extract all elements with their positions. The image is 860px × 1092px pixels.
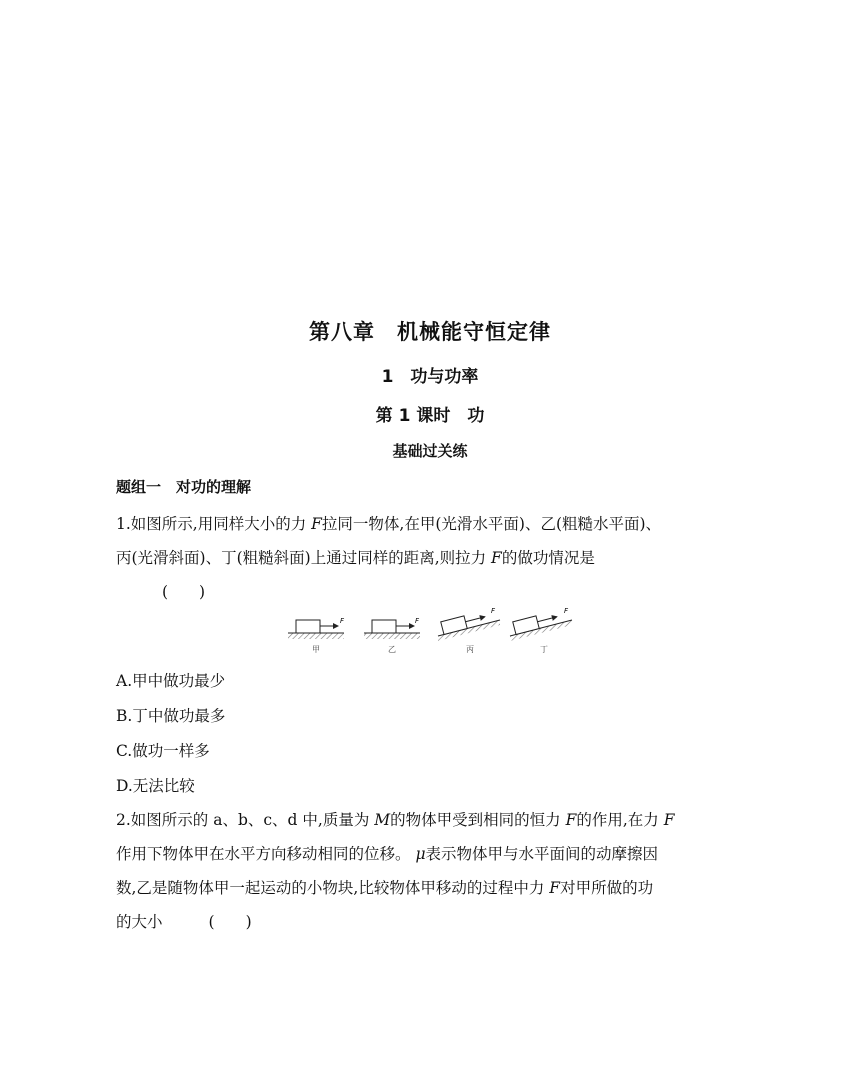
force-variable: F	[549, 879, 561, 897]
q2-answer-blank: ( )	[208, 913, 252, 931]
figure-panel-yi	[364, 617, 420, 654]
q1-line-1: 1.如图所示,用同样大小的力 F拉同一物体,在甲(光滑水平面)、乙(粗糙水平面)、	[116, 515, 662, 533]
lesson-title: 第 1 课时 功	[375, 406, 485, 426]
figure-label-ding: 丁	[540, 645, 548, 654]
figure-panel-jia	[288, 617, 345, 654]
svg-text:F: F	[415, 617, 420, 625]
q1-figure	[280, 606, 590, 658]
q2-line-2: 作用下物体甲在水平方向移动相同的位移。 μ表示物体甲与水平面间的动摩擦因	[116, 845, 659, 863]
figure-label-bing: 丙	[466, 645, 474, 654]
force-variable: F	[311, 515, 322, 533]
practice-title: 基础过关练	[392, 442, 468, 460]
q1-line-2: 丙(光滑斜面)、丁(粗糙斜面)上通过同样的距离,则拉力 F的做功情况是	[116, 549, 595, 567]
force-variable: F	[663, 811, 675, 829]
q1-option-d: D.无法比较	[116, 777, 195, 795]
force-variable: F	[565, 811, 577, 829]
mass-variable: M	[374, 811, 391, 829]
section-title: 1 功与功率	[381, 367, 479, 387]
q2-line-3: 数,乙是随物体甲一起运动的小物块,比较物体甲移动的过程中力 F对甲所做的功	[116, 879, 654, 897]
figure-panel-bing	[438, 607, 500, 654]
force-variable: F	[491, 549, 502, 567]
q1-answer-blank: ( )	[162, 583, 206, 601]
svg-text:F: F	[491, 607, 496, 615]
figure-label-jia: 甲	[312, 645, 320, 654]
q1-option-b: B.丁中做功最多	[116, 707, 226, 725]
figure-label-yi: 乙	[388, 645, 396, 654]
group-title: 题组一 对功的理解	[116, 478, 252, 496]
svg-text:F: F	[564, 607, 569, 615]
q2-line-4: 的大小 ( )	[116, 913, 252, 931]
mu-variable: μ	[415, 845, 426, 863]
svg-text:F: F	[340, 617, 345, 625]
q1-option-c: C.做功一样多	[116, 742, 210, 760]
figure-panel-ding	[510, 607, 572, 654]
q1-option-a: A.甲中做功最少	[116, 672, 226, 690]
chapter-title: 第八章 机械能守恒定律	[309, 320, 551, 344]
q2-line-1: 2.如图所示的 a、b、c、d 中,质量为 M的物体甲受到相同的恒力 F的作用,在力 F	[116, 811, 675, 829]
